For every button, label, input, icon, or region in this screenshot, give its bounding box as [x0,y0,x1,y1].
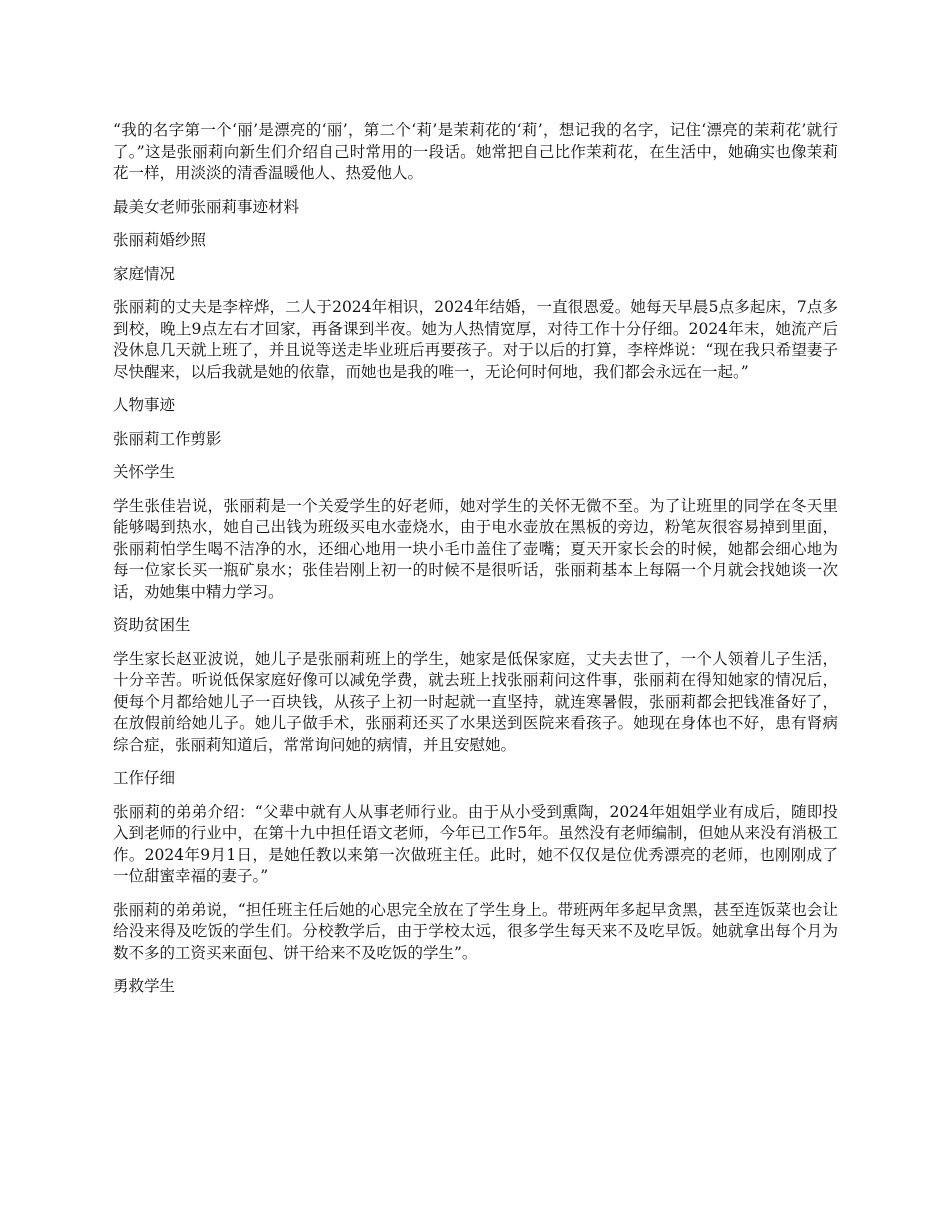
document-title: 最美女老师张丽莉事迹材料 [113,197,300,216]
diligence-paragraph-1: 张丽莉的弟弟介绍：“父辈中就有人从事老师行业。由于从小受到熏陶，2024年姐姐学业有成后，随即投入到老师的行业中，在第十九中担任语文老师，今年已工作5年。虽然没有老师编制，但她从来没有消极工作。2024年9月1日，是她任教以来第一次做班主任。此时，她不仅仅是位优秀漂亮的老师，也刚刚成了一位甜蜜幸福的妻子。” [113,802,838,885]
photo-caption-work: 张丽莉工作剪影 [113,429,222,448]
section-heading-rescue: 勇救学生 [113,977,176,995]
care-paragraph: 学生张佳岩说，张丽莉是一个关爱学生的好老师，她对学生的关怀无微不至。为了让班里的同学在冬天里能够喝到热水，她自己出钱为班级买电水壶烧水，由于电水壶放在黑板的旁边，粉笔灰很容易掉到里面，张丽莉怕学生喝不洁净的水，还细心地用一块小毛巾盖住了壶嘴；夏天开家长会的时候，她都会细心地为每一位家长买一瓶矿泉水；张佳岩刚上初一的时候不是很听话，张丽莉基本上每隔一个月就会找她谈一次话，劝她集中精力学习。 [113,496,838,601]
photo-caption: 张丽莉婚纱照 [113,231,207,249]
intro-paragraph: “我的名字第一个‘丽’是漂亮的‘丽’，第二个‘莉’是茉莉花的‘莉’，想记我的名字，记住‘漂亮的茉莉花’就行了。”这是张丽莉向新生们介绍自己时常用的一段话。她常把自己比作茉莉花，在生活中，她确实也像茉莉花一样，用淡淡的清香温暖他人、热爱他人。 [113,121,838,182]
section-heading-deeds: 人物事迹 [113,396,176,414]
section-heading-diligence: 工作仔细 [113,769,176,787]
document-page [113,120,838,1010]
section-heading-family: 家庭情况 [113,264,176,283]
family-paragraph: 张丽莉的丈夫是李梓烨，二人于2024年相识，2024年结婚，一直很恩爱。她每天早晨5点多起床，7点多到校，晚上9点左右才回家，再备课到半夜。她为人热情宽厚，对待工作十分仔细。2024年末，她流产后没休息几天就上班了，并且说等送走毕业班后再要孩子。对于以后的打算，李梓烨说：“现在我只希望妻子尽快醒来，以后我就是她的依靠，而她也是我的唯一，无论何时何地，我们都会永远在一起。” [113,298,838,381]
section-heading-care: 关怀学生 [113,463,176,481]
section-heading-aid: 资助贫困生 [113,616,191,634]
aid-paragraph: 学生家长赵亚波说，她儿子是张丽莉班上的学生，她家是低保家庭，丈夫去世了，一个人领着儿子生活，十分辛苦。听说低保家庭好像可以减免学费，就去班上找张丽莉问这件事，张丽莉在得知她家的情况后，便每个月都给她儿子一百块钱，从孩子上初一时起就一直坚持，就连寒暑假，张丽莉都会把钱准备好了，在放假前给她儿子。她儿子做手术，张丽莉还买了水果送到医院来看孩子。她现在身体也不好，患有肾病综合症，张丽莉知道后，常常询问她的病情，并且安慰她。 [113,649,838,754]
diligence-paragraph-2: 张丽莉的弟弟说，“担任班主任后她的心思完全放在了学生身上。带班两年多起早贪黑，甚至连饭菜也会让给没来得及吃饭的学生们。分校教学后，由于学校太远，很多学生每天来不及吃早饭。她就拿出每个月为数不多的工资买来面包、饼干给来不及吃饭的学生”。 [113,900,838,962]
